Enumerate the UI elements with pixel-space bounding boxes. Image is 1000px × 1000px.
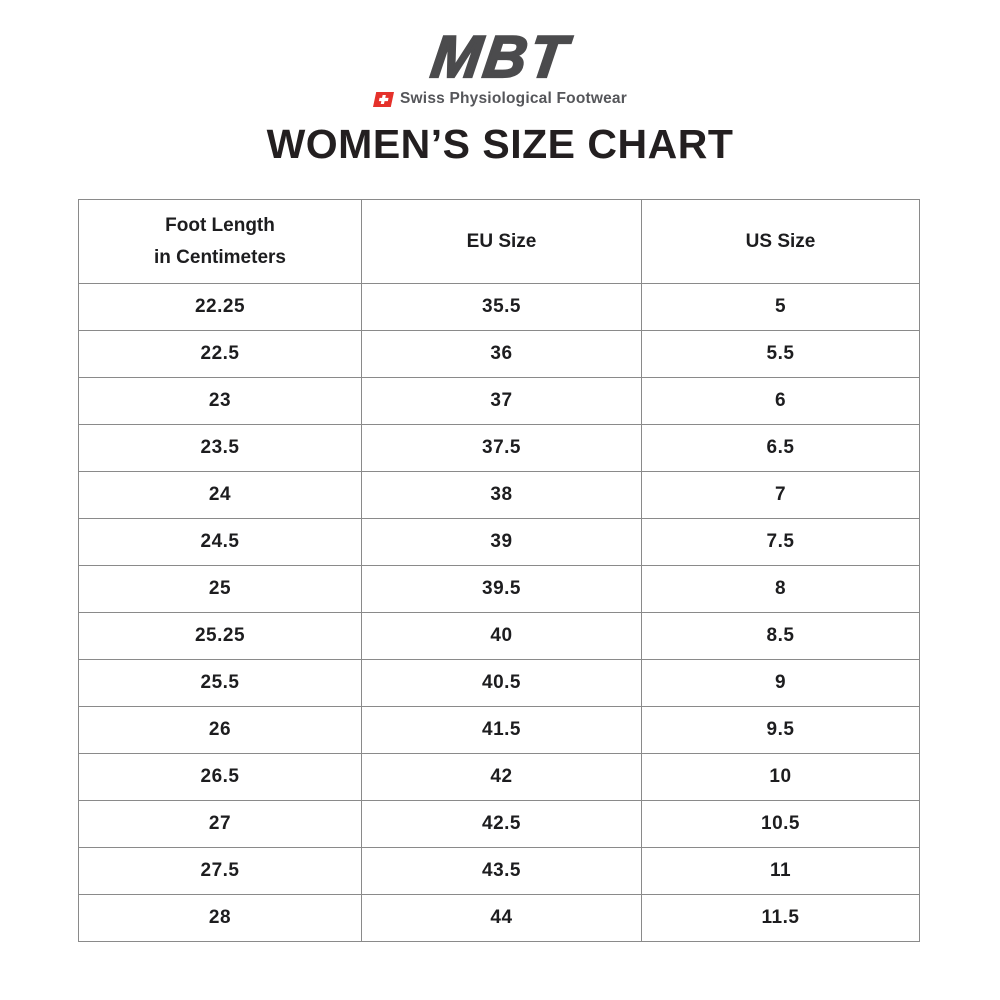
swiss-flag-icon: [373, 92, 394, 107]
cell-eu-size: 37: [362, 378, 642, 425]
cell-eu-size: 37.5: [362, 425, 642, 472]
cell-eu-size: 42: [362, 754, 642, 801]
cell-foot-length-cm: 28: [79, 895, 362, 942]
cell-us-size: 10.5: [642, 801, 920, 848]
cell-eu-size: 44: [362, 895, 642, 942]
table-row: [79, 284, 920, 331]
cell-us-size: 9: [642, 660, 920, 707]
cell-us-size: 5: [642, 284, 920, 331]
cell-eu-size: 40.5: [362, 660, 642, 707]
cell-us-size: 11.5: [642, 895, 920, 942]
table-row: [79, 566, 920, 613]
cell-us-size: 7: [642, 472, 920, 519]
size-chart-table: [78, 199, 920, 942]
col-header-foot-length-line2: in Centimeters: [154, 246, 286, 268]
cell-foot-length-cm: 22.25: [79, 284, 362, 331]
cell-eu-size: 42.5: [362, 801, 642, 848]
cell-eu-size: 40: [362, 613, 642, 660]
table-row: [79, 707, 920, 754]
mbt-wordmark: MBT: [427, 24, 574, 90]
cell-foot-length-cm: 25.5: [79, 660, 362, 707]
cell-us-size: 7.5: [642, 519, 920, 566]
cell-foot-length-cm: 25: [79, 566, 362, 613]
cell-us-size: 11: [642, 848, 920, 895]
cell-foot-length-cm: 26: [79, 707, 362, 754]
cell-eu-size: 38: [362, 472, 642, 519]
table-row: [79, 848, 920, 895]
table-body: [79, 284, 920, 942]
cell-us-size: 9.5: [642, 707, 920, 754]
cell-us-size: 6.5: [642, 425, 920, 472]
table-row: [79, 660, 920, 707]
cell-foot-length-cm: 23: [79, 378, 362, 425]
col-header-eu-size: EU Size: [362, 200, 642, 284]
cell-foot-length-cm: 24.5: [79, 519, 362, 566]
cell-foot-length-cm: 25.25: [79, 613, 362, 660]
cell-eu-size: 41.5: [362, 707, 642, 754]
logo-tagline-row: [0, 90, 1000, 108]
table-row: [79, 895, 920, 942]
cell-us-size: 6: [642, 378, 920, 425]
cell-foot-length-cm: 24: [79, 472, 362, 519]
page-title: WOMEN’S SIZE CHART: [266, 121, 734, 167]
table-row: [79, 754, 920, 801]
cell-foot-length-cm: 27.5: [79, 848, 362, 895]
mbt-logo: [0, 24, 1000, 108]
cell-eu-size: 39: [362, 519, 642, 566]
col-header-us-size: US Size: [642, 200, 920, 284]
cell-foot-length-cm: 27: [79, 801, 362, 848]
cell-foot-length-cm: 22.5: [79, 331, 362, 378]
table-row: [79, 425, 920, 472]
table-row: [79, 472, 920, 519]
table-row: [79, 519, 920, 566]
cell-eu-size: 36: [362, 331, 642, 378]
col-header-foot-length: [79, 200, 362, 284]
table-row: [79, 613, 920, 660]
table-row: [79, 331, 920, 378]
cell-eu-size: 39.5: [362, 566, 642, 613]
cell-eu-size: 43.5: [362, 848, 642, 895]
cell-foot-length-cm: 26.5: [79, 754, 362, 801]
logo-tagline: Swiss Physiological Footwear: [400, 90, 627, 107]
table-header: [79, 200, 920, 284]
table-row: [79, 801, 920, 848]
cell-us-size: 8.5: [642, 613, 920, 660]
cell-us-size: 10: [642, 754, 920, 801]
col-header-foot-length-line1: Foot Length: [165, 215, 275, 237]
header-row: [79, 200, 920, 284]
cell-us-size: 5.5: [642, 331, 920, 378]
cell-eu-size: 35.5: [362, 284, 642, 331]
table-row: [79, 378, 920, 425]
cell-us-size: 8: [642, 566, 920, 613]
cell-foot-length-cm: 23.5: [79, 425, 362, 472]
